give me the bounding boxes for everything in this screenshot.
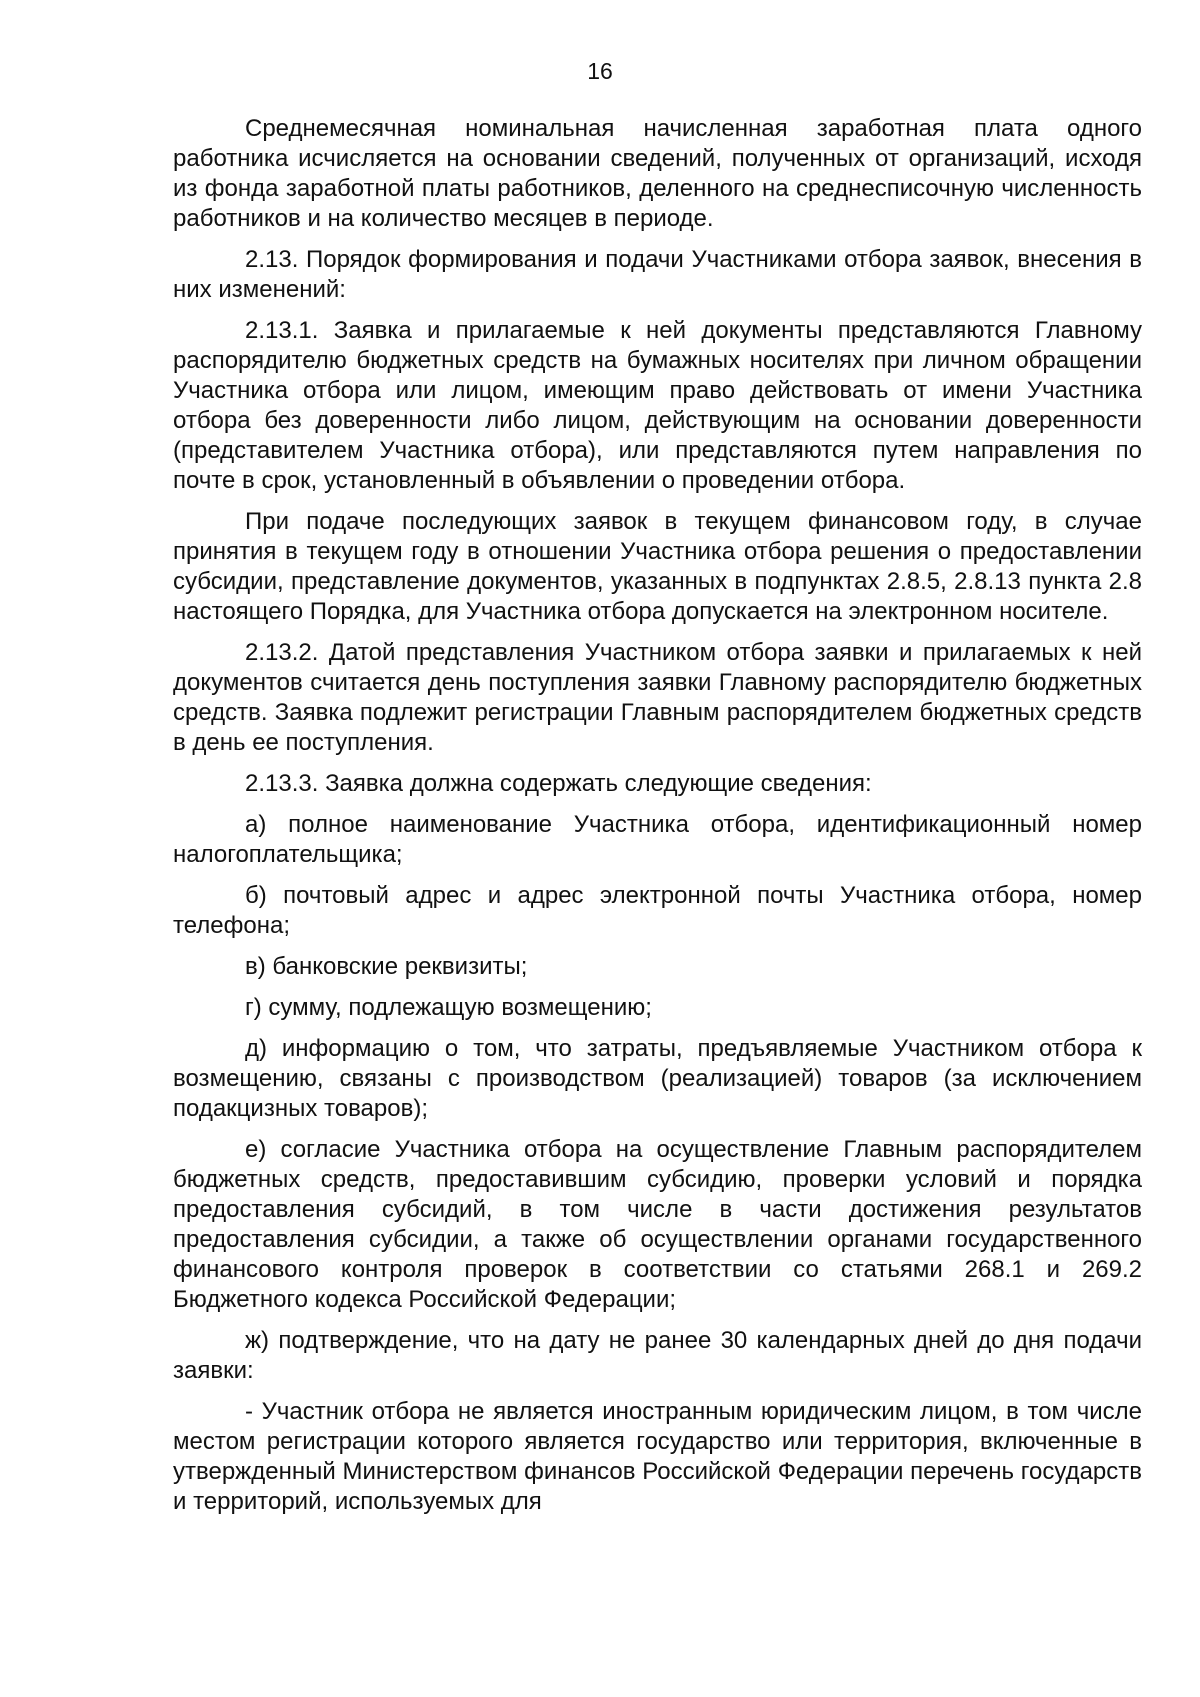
- paragraph-subsequent-applications: При подаче последующих заявок в текущем финансовом году, в случае принятия в текущем году в отношении Участника отбора решения о предоставлении субсидии, представление документов, указанных в подпунктах 2.8.5, 2.8.13 пункта 2.8 настоящего Порядка, для Участника отбора допускается на электронном носителе.: [173, 508, 1142, 625]
- list-item-dash-foreign-entity: - Участник отбора не является иностранным юридическим лицом, в том числе местом регистрации которого является государство или территория, включенные в утвержденный Министерством финансов Российской Федерации перечень государств и территорий, используемых для: [173, 1398, 1142, 1515]
- list-item-e: е) согласие Участника отбора на осуществление Главным распорядителем бюджетных средств, предоставившим субсидию, проверки условий и порядка предоставления субсидий, в том числе в части достижения результатов предоставления субсидии, а также об осуществлении органами государственного финансового контроля проверок в соответствии со статьями 268.1 и 269.2 Бюджетного кодекса Российской Федерации;: [173, 1136, 1142, 1313]
- document-body: [173, 114, 1142, 1528]
- paragraph-2-13-heading: 2.13. Порядок формирования и подачи Участниками отбора заявок, внесения в них изменений:: [173, 246, 1142, 303]
- list-item-g: г) сумму, подлежащую возмещению;: [245, 994, 652, 1021]
- list-item-b: б) почтовый адрес и адрес электронной почты Участника отбора, номер телефона;: [173, 882, 1142, 939]
- paragraph-salary-definition: Среднемесячная номинальная начисленная заработная плата одного работника исчисляется на основании сведений, полученных от организаций, исходя из фонда заработной платы работников, деленного на среднесписочную численность работников и на количество месяцев в периоде.: [173, 115, 1142, 232]
- list-item-v: в) банковские реквизиты;: [245, 953, 528, 980]
- page-number: 16: [587, 58, 613, 84]
- list-item-a: а) полное наименование Участника отбора, идентификационный номер налогоплательщика;: [173, 811, 1142, 868]
- list-item-zh: ж) подтверждение, что на дату не ранее 30 календарных дней до дня подачи заявки:: [173, 1327, 1142, 1384]
- paragraph-2-13-3: 2.13.3. Заявка должна содержать следующие сведения:: [245, 770, 872, 797]
- list-item-d: д) информацию о том, что затраты, предъявляемые Участником отбора к возмещению, связаны с производством (реализацией) товаров (за исключением подакцизных товаров);: [173, 1035, 1142, 1122]
- paragraph-2-13-1: 2.13.1. Заявка и прилагаемые к ней документы представляются Главному распорядителю бюджетных средств на бумажных носителях при личном обращении Участника отбора или лицом, имеющим право действовать от имени Участника отбора без доверенности либо лицом, действующим на основании доверенности (представителем Участника отбора), или представляются путем направления по почте в срок, установленный в объявлении о проведении отбора.: [173, 317, 1142, 494]
- paragraph-2-13-2: 2.13.2. Датой представления Участником отбора заявки и прилагаемых к ней документов считается день поступления заявки Главному распорядителю бюджетных средств. Заявка подлежит регистрации Главным распорядителем бюджетных средств в день ее поступления.: [173, 639, 1142, 756]
